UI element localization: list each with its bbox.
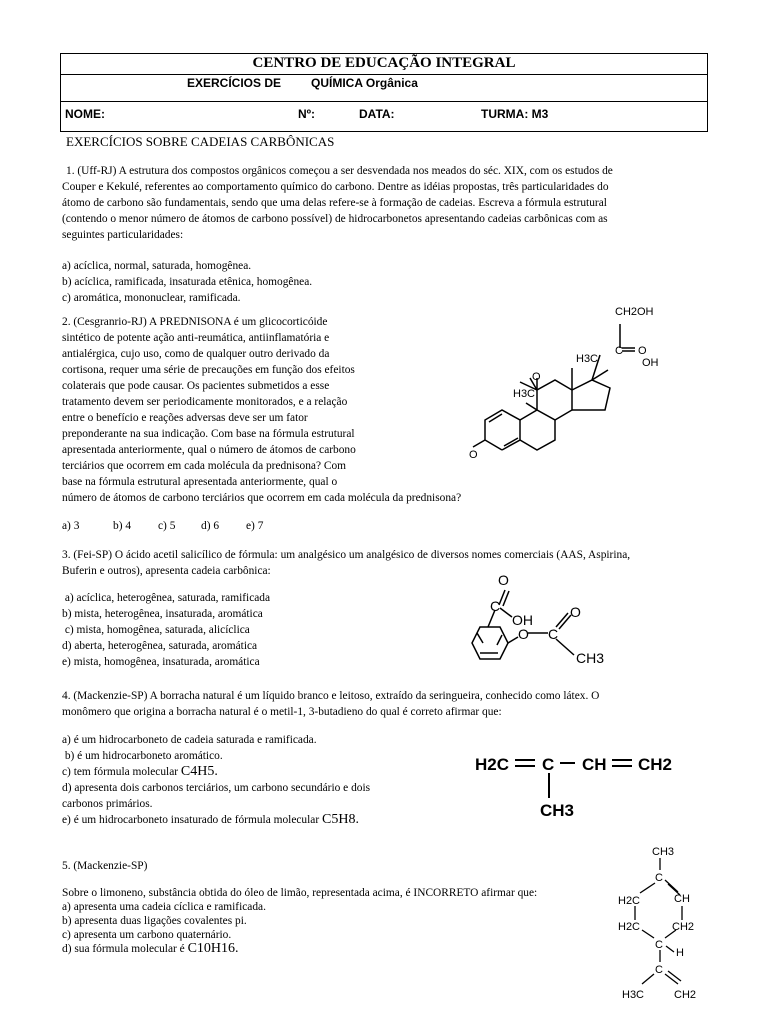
- q2-line: número de átomos de carbono terciários que ocorrem em cada molécula da prednisona?: [62, 492, 462, 504]
- question-3: [62, 547, 742, 579]
- q5-option-d-text: d) sua fórmula molecular é: [62, 943, 188, 955]
- q2-line: terciários que ocorrem em cada molécula da prednisona? Com: [62, 460, 347, 472]
- limonene-label-h3c: H3C: [622, 989, 645, 1001]
- q5-intro: Sobre o limoneno, substância obtida do óleo de limão, representada acima, é INCORRETO afirmar que:: [62, 887, 538, 899]
- aspirin-label-c2: C: [548, 626, 559, 642]
- isoprene-label-h2c: H2C: [475, 755, 510, 774]
- question-4: [62, 688, 742, 720]
- limonene-label-h: H: [676, 947, 684, 959]
- prednisone-structure: [460, 300, 690, 470]
- prednisone-label-o-a: O: [469, 449, 478, 461]
- q4-line: monômero que origina a borracha natural é o metil-1, 3-butadieno do qual é correto afirmar que:: [62, 706, 502, 718]
- q1-option-c: c) aromática, mononuclear, ramificada.: [62, 292, 241, 304]
- school-title: CENTRO DE EDUCAÇÃO INTEGRAL: [252, 55, 516, 71]
- isoprene-label-ch3: CH3: [540, 801, 575, 820]
- aspirin-structure: [450, 565, 620, 680]
- q1-line: (contendo o menor número de átomos de carbono possível) de hidrocarbonetos apresentando cadeias carbônicas com as: [62, 213, 608, 225]
- field-data: DATA:: [359, 107, 395, 121]
- q3-option-e: e) mista, homogênea, insaturada, aromática: [62, 656, 260, 668]
- q2-option-d: d) 6: [201, 520, 220, 532]
- q2-line: antialérgica, cujo uso, como de qualquer outro derivado da: [62, 348, 330, 360]
- subject-prefix: EXERCÍCIOS DE: [187, 76, 282, 90]
- q4-option-e: [62, 812, 442, 828]
- q3-option-a: a) acíclica, heterogênea, saturada, ramificada: [62, 592, 271, 604]
- limonene-structure: [610, 838, 710, 1008]
- q1-option-b: b) acíclica, ramificada, insaturada etênica, homogênea.: [62, 276, 313, 288]
- q4-option-d: d) apresenta dois carbonos terciários, um carbono secundário e dois: [62, 782, 371, 794]
- q2-option-b: b) 4: [113, 520, 132, 532]
- limonene-label-ch2: CH2: [672, 921, 695, 933]
- q4-option-e-text: e) é um hidrocarboneto insaturado de fórmula molecular: [62, 814, 322, 826]
- aspirin-label-ch3: CH3: [576, 650, 605, 666]
- q1-option-a: a) acíclica, normal, saturada, homogênea.: [62, 260, 252, 272]
- limonene-label-c-bottom: C: [655, 964, 663, 976]
- field-nome: NOME:: [65, 107, 105, 121]
- limonene-label-h2c-lower: H2C: [618, 921, 641, 933]
- aspirin-label-oh: OH: [512, 612, 533, 628]
- q4-line: 4. (Mackenzie-SP) A borracha natural é um líquido branco e leitoso, extraído da seringueira, conhecido como látex. O: [62, 690, 600, 702]
- q5-option-a: a) apresenta uma cadeia cíclica e ramificada.: [62, 901, 266, 913]
- q1-line: Couper e Kekulé, referentes ao comportamento químico do carbono. Dentre as idéias propostas, três particularidades do: [62, 181, 609, 193]
- field-turma: TURMA: M3: [481, 107, 549, 121]
- q4-option-a: a) é um hidrocarboneto de cadeia saturada e ramificada.: [62, 734, 317, 746]
- field-numero: Nº:: [298, 107, 316, 121]
- q2-line: apresentada anteriormente, qual o número de átomos de carbono: [62, 444, 356, 456]
- limonene-label-c-top: C: [655, 872, 663, 884]
- q4-option-c: [62, 764, 442, 780]
- prednisone-label-h3c-mid: H3C: [513, 388, 536, 400]
- q2-line: 2. (Cesgranrio-RJ) A PREDNISONA é um glicocorticóide: [62, 316, 328, 328]
- limonene-label-h2c-upper: H2C: [618, 895, 641, 907]
- question-1: [62, 163, 722, 243]
- q3-options: [62, 590, 270, 670]
- q4-option-d-cont: carbonos primários.: [62, 798, 153, 810]
- isoprene-label-c: C: [542, 755, 555, 774]
- q4-option-c-text: c) tem fórmula molecular: [62, 766, 181, 778]
- q2-line: tratamento devem ser periodicamente monitorados, e a relação: [62, 396, 348, 408]
- q5-option-d-formula: C10H16.: [187, 941, 239, 956]
- prednisone-label-o-ketone: O: [638, 345, 647, 357]
- q4-option-b: b) é um hidrocarboneto aromático.: [62, 750, 223, 762]
- q2-option-c: c) 5: [158, 520, 176, 532]
- q1-line: átomo de carbono são fundamentais, sendo que uma delas refere-se à formação de cadeias. Escreva a fórmula estrutural: [62, 197, 607, 209]
- q2-line: cortisona, requer uma série de precauções em função dos efeitos: [62, 364, 355, 376]
- aspirin-label-c1: C: [490, 598, 501, 614]
- q1-options: [62, 258, 312, 306]
- q5-option-b: b) apresenta duas ligações covalentes pi.: [62, 915, 247, 927]
- q1-line: seguintes particularidades:: [62, 229, 184, 241]
- limonene-label-ch: CH: [674, 893, 690, 905]
- subject-name: QUÍMICA Orgânica: [311, 76, 418, 90]
- q2-line: base na fórmula estrutural apresentada anteriormente, qual o: [62, 476, 338, 488]
- header-box: [60, 53, 708, 132]
- q5-body: [62, 886, 622, 956]
- q4-option-c-formula: C4H5.: [180, 764, 218, 779]
- prednisone-label-c: C: [615, 345, 623, 357]
- q4-options: [62, 732, 442, 828]
- q2-option-a: a) 3: [62, 520, 80, 532]
- q2-option-e: e) 7: [246, 520, 264, 532]
- q2-line: entre o benefício e reações adversas deve ser um fator: [62, 412, 308, 424]
- prednisone-label-oh: OH: [642, 357, 659, 369]
- q4-option-e-formula: C5H8.: [322, 812, 359, 827]
- q3-line: 3. (Fei-SP) O ácido acetil salicílico de fórmula: um analgésico um analgésico de diversos nomes comerciais (AAS, Aspirina,: [62, 549, 631, 561]
- q2-line: preponderante na sua indicação. Com base na fórmula estrutural: [62, 428, 355, 440]
- prednisone-label-h3c-top: H3C: [576, 353, 599, 365]
- section-title: EXERCÍCIOS SOBRE CADEIAS CARBÔNICAS: [66, 134, 335, 149]
- prednisone-label-o-ring: O: [532, 371, 541, 383]
- q5-option-c: c) apresenta um carbono quaternário.: [62, 929, 232, 941]
- q3-option-d: d) aberta, heterogênea, saturada, aromática: [62, 640, 258, 652]
- isoprene-label-ch: CH: [582, 755, 607, 774]
- prednisone-label-ch2oh: CH2OH: [615, 306, 654, 318]
- limonene-label-c-mid: C: [655, 939, 663, 951]
- isoprene-structure: [470, 748, 720, 828]
- q3-option-c: c) mista, homogênea, saturada, alicíclica: [62, 624, 250, 636]
- q2-line: sintético de potente ação anti-reumática, antiinflamatória e: [62, 332, 330, 344]
- q1-line: 1. (Uff-RJ) A estrutura dos compostos orgânicos começou a ser desvendada nos meados do séc. XIX, com os estudos de: [66, 165, 613, 177]
- q5-title: 5. (Mackenzie-SP): [62, 860, 148, 872]
- isoprene-label-ch2: CH2: [638, 755, 673, 774]
- q3-line: Buferin e outros), apresenta cadeia carbônica:: [62, 565, 271, 577]
- q5-option-d: [62, 942, 622, 956]
- aspirin-label-o-carbonyl: O: [570, 604, 581, 620]
- limonene-label-ch2-bottom: CH2: [674, 989, 697, 1001]
- aspirin-label-o-top: O: [498, 572, 509, 588]
- q3-option-b: b) mista, heterogênea, insaturada, aromática: [62, 608, 263, 620]
- q2-line: colaterais que pode causar. Os pacientes submetidos a esse: [62, 380, 330, 392]
- aspirin-label-o-ester: O: [518, 626, 529, 642]
- q2-options: [0, 518, 768, 534]
- limonene-label-ch3-top: CH3: [652, 846, 675, 858]
